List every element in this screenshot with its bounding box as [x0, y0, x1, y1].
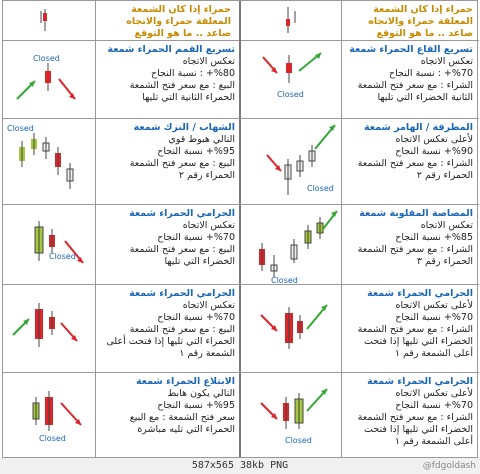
- pattern-line: تعكس الاتجاه: [182, 300, 235, 311]
- pattern-line: التالي يكون هابط: [167, 388, 235, 399]
- pattern-row-4: [3, 285, 479, 373]
- header-right-text: حمراء إذا كان الشمعة المعلقة حمراء والاتجاه صاعد .. ما هو التوقع: [368, 4, 473, 39]
- closed-label: Closed: [277, 90, 304, 99]
- pattern-9-text: [95, 373, 239, 459]
- pattern-line: الشراء : مع سعر فتح الشمعة الحمراء رقم ٣: [357, 244, 473, 267]
- pattern-10-chart: [241, 373, 341, 459]
- pattern-line: البيع : مع سعر فتح الشمعة الحمراء رقم ٢: [129, 158, 235, 181]
- pattern-line: تعكس الاتجاه: [420, 56, 473, 67]
- pattern-line: %70+ نسبة النجاح: [395, 312, 473, 323]
- closed-label: Closed: [307, 184, 334, 193]
- pattern-row-3: [3, 205, 479, 285]
- pattern-10-text: [341, 373, 477, 459]
- pattern-line: %70+ نسبة النجاح: [157, 232, 235, 243]
- pattern-title: الحرامي الحمراء شمعة: [367, 288, 473, 299]
- pattern-line: لأعلى تعكس الاتجاه: [395, 134, 473, 145]
- pattern-line: %90+ نسبة النجاح: [395, 146, 473, 157]
- pattern-line: البيع : مع سعر فتح الشمعة الحمراء الثانية التي تليها: [129, 80, 235, 103]
- header-left-text: حمراء إذا كان الشمعة المعلقة حمراء والاتجاه صاعد .. ما هو التوقع: [126, 4, 231, 39]
- pattern-line: تعكس الاتجاه: [182, 220, 235, 231]
- pattern-line: سعر فتح الشمعة : مع البيع الحمراء التي تليه مباشرة: [129, 412, 235, 435]
- pattern-line: الشراء : مع سعر فتح الشمعة الخضراء التي تليها إذا فتحت أعلى الشمعة رقم ١: [357, 324, 473, 359]
- pattern-5-text: [95, 205, 239, 284]
- closed-label: Closed: [7, 124, 34, 133]
- pattern-2-chart: [241, 41, 341, 119]
- pattern-line: تعكس الاتجاه: [182, 56, 235, 67]
- pattern-row-5: [3, 373, 479, 459]
- pattern-row-1: [3, 41, 479, 119]
- pattern-7-chart: [3, 285, 95, 373]
- pattern-line: %70+ : نسبة النجاح: [389, 68, 473, 79]
- watermark: @fdgoldash: [422, 461, 476, 471]
- pattern-title: تسريع القمم الحمراء شمعة: [107, 44, 235, 55]
- candlestick-patterns-sheet: [2, 0, 478, 458]
- pattern-row-2: [3, 119, 479, 205]
- pattern-8-chart: [241, 285, 341, 373]
- pattern-title: الابتلاع الحمراء شمعة: [136, 376, 235, 387]
- pattern-line: لأعلى تعكس الاتجاه: [395, 388, 473, 399]
- pattern-1-text: [95, 41, 239, 118]
- closed-label: Closed: [33, 54, 60, 63]
- pattern-title: تسريع القاع الحمراء شمعة: [349, 44, 473, 55]
- pattern-6-text: [341, 205, 477, 284]
- image-info-bar: 587x565 38kb PNG: [0, 458, 480, 474]
- closed-label: Closed: [271, 276, 298, 285]
- pattern-4-chart: [241, 119, 341, 205]
- pattern-line: لأعلى تعكس الاتجاه: [395, 300, 473, 311]
- pattern-line: الشراء : مع سعر فتح الشمعة الحمراء رقم ٢: [357, 158, 473, 181]
- header-row: [3, 1, 479, 41]
- pattern-3-chart: [3, 119, 95, 205]
- pattern-line: تعكس الاتجاه: [420, 220, 473, 231]
- pattern-7-text: [95, 285, 239, 372]
- pattern-line: %70+ نسبة النجاح: [157, 312, 235, 323]
- pattern-4-text: [341, 119, 477, 204]
- pattern-line: الشراء : مع سعر فتح الشمعة الثانية الخضراء التي تليها: [357, 80, 473, 103]
- pattern-title: المصاصة المقلوبة شمعة: [359, 208, 473, 219]
- pattern-title: الحرامي الحمراء شمعة: [367, 376, 473, 387]
- closed-label: Closed: [285, 436, 312, 445]
- pattern-6-chart: [241, 205, 341, 285]
- pattern-line: %95+ نسبة النجاح: [157, 146, 235, 157]
- pattern-title: الحرامي الحمراء شمعة: [129, 288, 235, 299]
- pattern-2-text: [341, 41, 477, 118]
- pattern-title: المطرقة / الهامر شمعة: [363, 122, 473, 133]
- pattern-line: %95+ نسبة النجاح: [157, 400, 235, 411]
- pattern-line: التالي هبوط قوي: [168, 134, 235, 145]
- pattern-8-text: [341, 285, 477, 372]
- pattern-line: %85+ نسبة النجاح: [395, 232, 473, 243]
- pattern-line: البيع : مع سعر فتح الشمعة الحمراء التي تليها إذا فتحت أعلى الشمعة رقم ١: [106, 324, 235, 359]
- pattern-5-chart: [3, 205, 95, 285]
- pattern-line: %70+ نسبة النجاح: [395, 400, 473, 411]
- pattern-title: الحرامي الحمراء شمعة: [129, 208, 235, 219]
- pattern-9-chart: [3, 373, 95, 459]
- pattern-3-text: [95, 119, 239, 204]
- pattern-title: الشهاب / النزك شمعة: [133, 122, 235, 133]
- pattern-1-chart: [3, 41, 95, 119]
- pattern-line: %80+ : نسبة النجاح: [151, 68, 235, 79]
- pattern-line: البيع : مع سعر فتح الشمعة الخضراء التي تليها: [129, 244, 235, 267]
- closed-label: Closed: [39, 434, 66, 443]
- closed-label: Closed: [49, 252, 76, 261]
- pattern-line: الشراء : مع سعر فتح الشمعة الخضراء التي تليها إذا فتحت أعلى الشمعة رقم ١: [357, 412, 473, 447]
